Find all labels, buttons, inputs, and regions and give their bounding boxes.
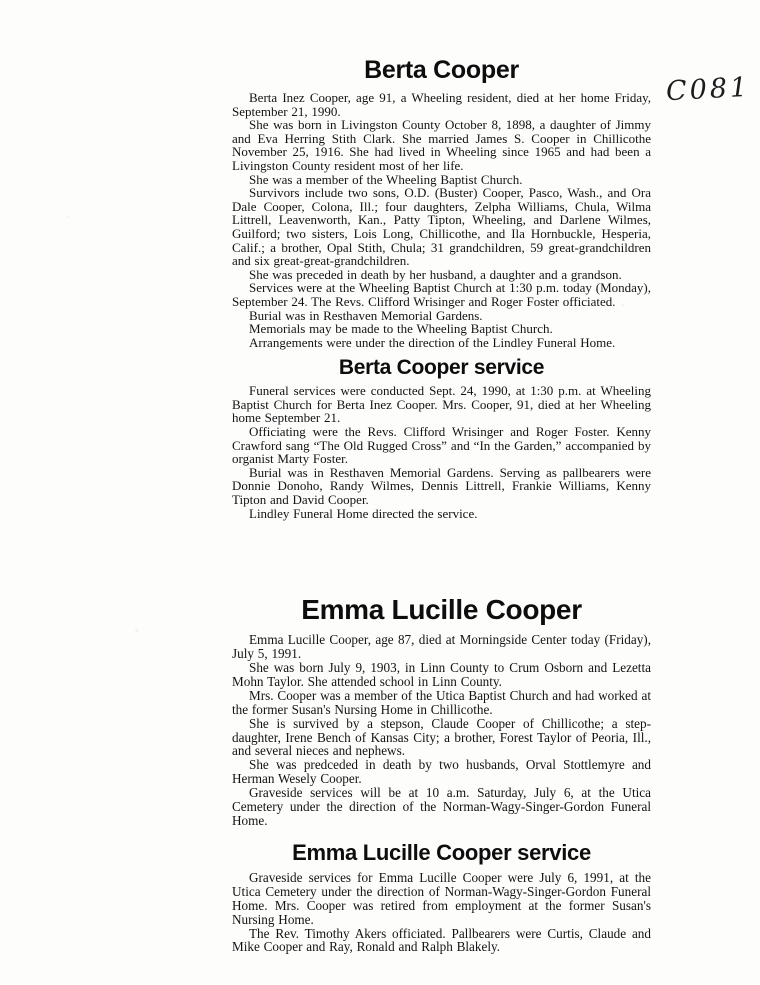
obituary-paragraph: Memorials may be made to the Wheeling Baptist Church. <box>249 321 553 337</box>
obituary-paragraph: She was a member of the Wheeling Baptist Church. <box>249 171 523 187</box>
obituary-body-emma-lucille-cooper-service <box>232 871 651 954</box>
obituary-paragraph: Funeral services were conducted Sept. 24, 1990, at 1:30 p.m. at Wheeling Baptist Church for Berta Inez Cooper. Mrs. Cooper, 91, died at her Wheeling home September 21. <box>232 383 651 426</box>
obituary-paragraph: Survivors include two sons, O.D. (Buster) Cooper, Pasco, Wash., and Ora Dale Cooper, Colona, Ill.; four daughters, Zelpha Williams, Chula, Wilma Littrell, Leavenworth, Kan., Patty Tipton, Wheeling, and Darlene Wilmes, Guilford; two sisters, Lois Long, Chillicothe, and Ila Hornbuckle, Hesperia, Calif.; a brother, Opal Stith, Chula; 31 grandchildren, 59 great-grandchildren and six great-great-grandchildren. <box>232 185 651 269</box>
obituary-paragraph: She was predceded in death by two husbands, Orval Stottlemyre and Herman Wesely Cooper. <box>232 757 651 787</box>
obituary-column <box>232 0 651 954</box>
obituary-paragraph: Services were at the Wheeling Baptist Church at 1:30 p.m. today (Monday), September 24. The Revs. Clifford Wrisinger and Roger Foster officiated. <box>232 280 651 309</box>
obituary-paragraph: Graveside services for Emma Lucille Cooper were July 6, 1991, at the Utica Cemetery under the direction of Norman-Wagy-Singer-Gordon Funeral Home. Mrs. Cooper was retired from employment at the former Susan's Nursing Home. <box>232 869 651 927</box>
obituary-title-berta-cooper-service: Berta Cooper service <box>338 356 545 380</box>
obituary-paragraph: She was born in Livingston County October 8, 1898, a daughter of Jimmy and Eva Herring Stith Clark. She married James S. Cooper in Chillicothe November 25, 1916. She had lived in Wheeling since 1965 and had been a Livingston County resident most of her life. <box>232 117 651 173</box>
obituary-body-emma-lucille-cooper <box>232 633 651 828</box>
obituary-paragraph: Burial was in Resthaven Memorial Gardens. <box>249 307 483 323</box>
obituary-body-berta-cooper <box>232 91 651 349</box>
obituary-paragraph: The Rev. Timothy Akers officiated. Pallbearers were Curtis, Claude and Mike Cooper and Ray, Ronald and Ralph Blakely. <box>232 925 651 955</box>
obituary-paragraph: Mrs. Cooper was a member of the Utica Baptist Church and had worked at the former Susan's Nursing Home in Chillicothe. <box>232 687 651 717</box>
obituary-paragraph: Emma Lucille Cooper, age 87, died at Morningside Center today (Friday), July 5, 1991. <box>232 632 651 662</box>
obituary-paragraph: She was preceded in death by her husband, a daughter and a grandson. <box>249 266 622 282</box>
obituary-body-berta-cooper-service <box>232 384 651 520</box>
obituary-paragraph: Graveside services will be at 10 a.m. Saturday, July 6, at the Utica Cemetery under the direction of the Norman-Wagy-Singer-Gordon Funeral Home. <box>232 785 651 828</box>
obituary-paragraph: She is survived by a stepson, Claude Cooper of Chillicothe; a step-daughter, Irene Bench of Kansas City; a brother, Forest Taylor of Peoria, Ill., and several nieces and nephews. <box>232 715 651 759</box>
obituary-paragraph: Burial was in Resthaven Memorial Gardens. Serving as pallbearers were Donnie Donoho, Randy Wilmes, Dennis Littrell, Frankie Williams, Kenny Tipton and David Cooper. <box>232 464 651 508</box>
obituary-title-emma-lucille-cooper-service: Emma Lucille Cooper service <box>292 839 591 865</box>
obituary-paragraph: Arrangements were under the direction of the Lindley Funeral Home. <box>249 334 616 350</box>
obituary-paragraph: Berta Inez Cooper, age 91, a Wheeling resident, died at her home Friday, September 21, 1990. <box>232 90 651 119</box>
obituary-title-emma-lucille-cooper: Emma Lucille Cooper <box>301 594 582 626</box>
obituary-paragraph: Officiating were the Revs. Clifford Wrisinger and Roger Foster. Kenny Crawford sang “The Old Rugged Cross” and “In the Garden,” accompanied by organist Marty Foster. <box>232 424 651 467</box>
obituary-title-berta-cooper: Berta Cooper <box>364 56 519 84</box>
handwritten-code: C081 <box>665 71 751 108</box>
obituary-paragraph: Lindley Funeral Home directed the service. <box>249 505 478 521</box>
obituary-paragraph: She was born July 9, 1903, in Linn County to Crum Osborn and Lezetta Mohn Taylor. She attended school in Linn County. <box>232 660 651 689</box>
